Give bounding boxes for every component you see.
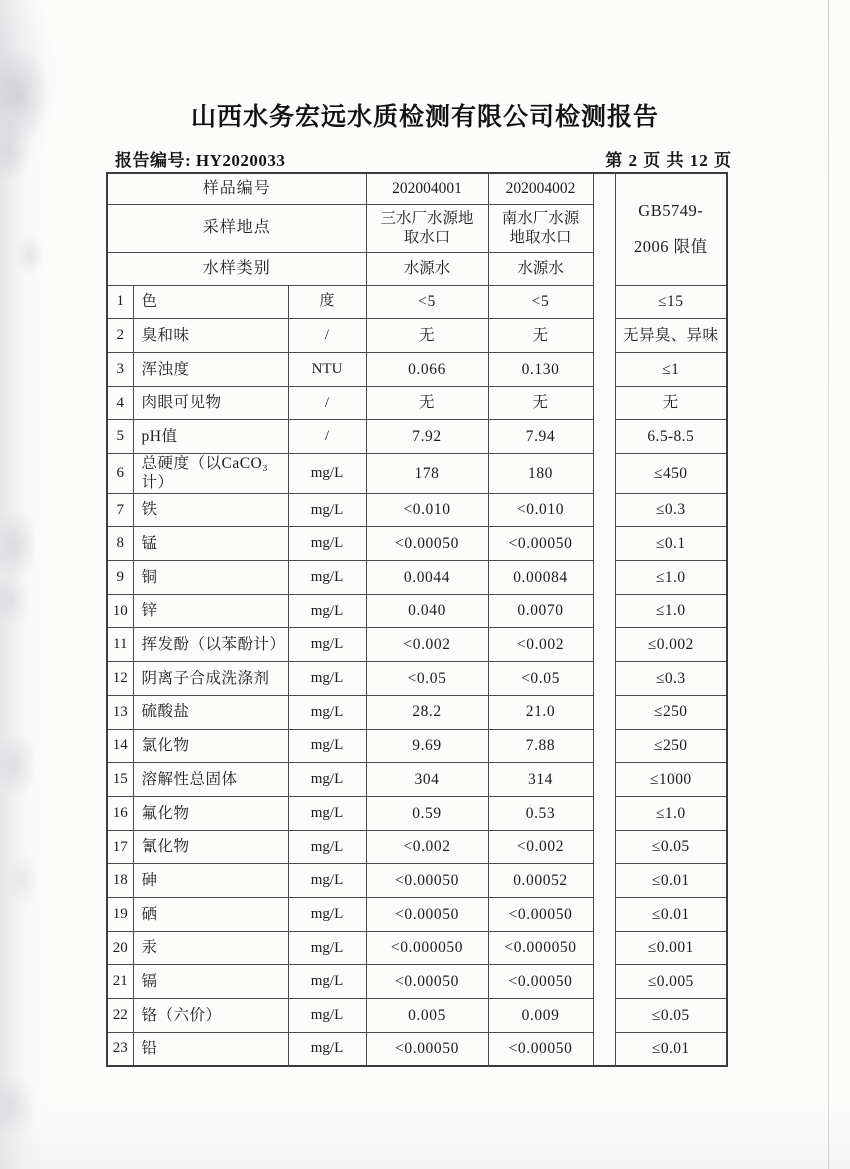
parameter-name-cell: 汞: [133, 931, 288, 965]
table-row: [107, 561, 727, 595]
sample2-value-cell: <0.00050: [488, 527, 593, 561]
table-row: [107, 662, 727, 696]
sample1-value-cell: 0.59: [366, 796, 488, 830]
table-row: [107, 796, 727, 830]
paper-edge-line: [828, 0, 829, 1169]
sample2-value-cell: 无: [488, 319, 593, 353]
limit-value-cell: ≤0.005: [615, 965, 727, 999]
unit-cell: mg/L: [288, 763, 366, 797]
limit-value-cell: ≤1.0: [615, 796, 727, 830]
parameter-name-cell: 砷: [133, 864, 288, 898]
row-index-cell: 5: [107, 420, 133, 454]
table-row: [107, 628, 727, 662]
report-number: [115, 146, 285, 171]
sample1-value-cell: 28.2: [366, 695, 488, 729]
sample2-value-cell: 7.94: [488, 420, 593, 454]
parameter-name-cell: 镉: [133, 965, 288, 999]
water-category-2: 水源水: [488, 252, 593, 285]
row-index-cell: 20: [107, 931, 133, 965]
limit-value-cell: 无异臭、异味: [615, 319, 727, 353]
sample2-value-cell: <0.00050: [488, 897, 593, 931]
table-row: [107, 285, 727, 319]
sample2-value-cell: 0.53: [488, 796, 593, 830]
table-row: [107, 352, 727, 386]
sample1-value-cell: 0.066: [366, 352, 488, 386]
row-index-cell: 18: [107, 864, 133, 898]
sample1-value-cell: 无: [366, 386, 488, 420]
limit-value-cell: ≤0.3: [615, 493, 727, 527]
parameter-name-cell: 肉眼可见物: [133, 386, 288, 420]
limit-value-cell: ≤0.002: [615, 628, 727, 662]
report-number-label: 报告编号:: [115, 151, 192, 170]
parameter-name-cell: 氰化物: [133, 830, 288, 864]
sample1-value-cell: <0.002: [366, 628, 488, 662]
row-index-cell: 21: [107, 965, 133, 999]
table-row: [107, 729, 727, 763]
unit-cell: NTU: [288, 352, 366, 386]
table-row: [107, 594, 727, 628]
sampling-location-label: 采样地点: [107, 204, 366, 252]
sample1-value-cell: <5: [366, 285, 488, 319]
limit-value-cell: ≤250: [615, 729, 727, 763]
sample1-value-cell: <0.00050: [366, 965, 488, 999]
unit-cell: mg/L: [288, 729, 366, 763]
table-row: [107, 420, 727, 454]
parameter-name-cell: 浑浊度: [133, 352, 288, 386]
unit-cell: mg/L: [288, 561, 366, 595]
table-row: [107, 527, 727, 561]
sample1-value-cell: 0.005: [366, 999, 488, 1033]
unit-cell: mg/L: [288, 594, 366, 628]
parameter-name-cell: 色: [133, 285, 288, 319]
parameter-name-cell: pH值: [133, 420, 288, 454]
sample2-value-cell: <0.000050: [488, 931, 593, 965]
unit-cell: mg/L: [288, 695, 366, 729]
meta-row-sample-number: [107, 173, 727, 204]
limit-header-line2: 2006 限值: [633, 237, 708, 257]
sampling-location-1: 三水厂水源地取水口: [366, 204, 488, 252]
sample1-value-cell: <0.000050: [366, 931, 488, 965]
parameter-name-cell: 铬（六价）: [133, 999, 288, 1033]
row-index-cell: 1: [107, 285, 133, 319]
scanner-edge-shading: [0, 0, 46, 1169]
limit-value-cell: ≤450: [615, 453, 727, 493]
limit-value-cell: ≤0.01: [615, 1032, 727, 1066]
sample1-value-cell: 9.69: [366, 729, 488, 763]
unit-cell: mg/L: [288, 864, 366, 898]
sample1-value-cell: <0.00050: [366, 897, 488, 931]
table-row: [107, 453, 727, 493]
sample2-value-cell: <0.002: [488, 830, 593, 864]
limit-value-cell: ≤1.0: [615, 561, 727, 595]
page-title: 山西水务宏远水质检测有限公司检测报告: [190, 103, 659, 131]
sample1-value-cell: 304: [366, 763, 488, 797]
row-index-cell: 19: [107, 897, 133, 931]
sample2-value-cell: <0.05: [488, 662, 593, 696]
parameter-name-cell: 氟化物: [133, 796, 288, 830]
parameter-name-cell: 氯化物: [133, 729, 288, 763]
row-index-cell: 10: [107, 594, 133, 628]
sample2-value-cell: <5: [488, 285, 593, 319]
sample1-value-cell: 0.0044: [366, 561, 488, 595]
unit-cell: mg/L: [288, 796, 366, 830]
limit-value-cell: ≤0.01: [615, 864, 727, 898]
sample2-value-cell: 21.0: [488, 695, 593, 729]
unit-cell: 度: [288, 285, 366, 319]
row-index-cell: 6: [107, 453, 133, 493]
limit-value-cell: ≤0.01: [615, 897, 727, 931]
parameter-name-cell: 锰: [133, 527, 288, 561]
row-index-cell: 9: [107, 561, 133, 595]
row-index-cell: 3: [107, 352, 133, 386]
table-row: [107, 897, 727, 931]
parameter-name-cell: 铁: [133, 493, 288, 527]
results-table-body: [107, 173, 727, 1066]
row-index-cell: 13: [107, 695, 133, 729]
unit-cell: mg/L: [288, 999, 366, 1033]
unit-cell: mg/L: [288, 453, 366, 493]
sample2-value-cell: <0.002: [488, 628, 593, 662]
unit-cell: /: [288, 386, 366, 420]
table-row: [107, 864, 727, 898]
limit-value-cell: ≤0.1: [615, 527, 727, 561]
sampling-location-2: 南水厂水源地取水口: [488, 204, 593, 252]
sample1-value-cell: <0.05: [366, 662, 488, 696]
table-row: [107, 493, 727, 527]
row-index-cell: 14: [107, 729, 133, 763]
table-row: [107, 830, 727, 864]
row-index-cell: 17: [107, 830, 133, 864]
unit-cell: mg/L: [288, 527, 366, 561]
sample1-value-cell: 无: [366, 319, 488, 353]
table-row: [107, 386, 727, 420]
unit-cell: mg/L: [288, 662, 366, 696]
scanner-smudges: [0, 0, 90, 1169]
limit-value-cell: ≤0.05: [615, 999, 727, 1033]
sample2-value-cell: 0.0070: [488, 594, 593, 628]
row-index-cell: 2: [107, 319, 133, 353]
parameter-name-cell: 挥发酚（以苯酚计）: [133, 628, 288, 662]
unit-cell: mg/L: [288, 931, 366, 965]
table-row: [107, 965, 727, 999]
sample1-value-cell: <0.002: [366, 830, 488, 864]
parameter-name-cell: 溶解性总固体: [133, 763, 288, 797]
sample-number-2: 202004002: [488, 173, 593, 204]
parameter-name-cell: 臭和味: [133, 319, 288, 353]
limit-column-header: [615, 173, 727, 285]
sample1-value-cell: <0.010: [366, 493, 488, 527]
limit-value-cell: ≤1000: [615, 763, 727, 797]
limit-value-cell: ≤15: [615, 285, 727, 319]
parameter-name-cell: 铜: [133, 561, 288, 595]
water-category-label: 水样类别: [107, 252, 366, 285]
sample-number-1: 202004001: [366, 173, 488, 204]
unit-cell: mg/L: [288, 493, 366, 527]
limit-value-cell: ≤250: [615, 695, 727, 729]
row-index-cell: 12: [107, 662, 133, 696]
sample1-value-cell: 7.92: [366, 420, 488, 454]
sample2-value-cell: 7.88: [488, 729, 593, 763]
report-meta-row: [106, 146, 732, 170]
sample1-value-cell: <0.00050: [366, 864, 488, 898]
sample2-value-cell: 0.009: [488, 999, 593, 1033]
parameter-name-cell: 总硬度（以CaCO₃计）: [133, 453, 288, 493]
table-row: [107, 763, 727, 797]
scanner-bottom-haze: [0, 1099, 850, 1169]
unit-cell: /: [288, 420, 366, 454]
limit-value-cell: ≤1: [615, 352, 727, 386]
unit-cell: mg/L: [288, 628, 366, 662]
limit-value-cell: ≤0.3: [615, 662, 727, 696]
sample2-value-cell: <0.00050: [488, 1032, 593, 1066]
parameter-name-cell: 铅: [133, 1032, 288, 1066]
table-row: [107, 1032, 727, 1066]
row-index-cell: 7: [107, 493, 133, 527]
unit-cell: mg/L: [288, 897, 366, 931]
table-row: [107, 931, 727, 965]
sample1-value-cell: 178: [366, 453, 488, 493]
limit-value-cell: 无: [615, 386, 727, 420]
row-index-cell: 11: [107, 628, 133, 662]
unit-cell: mg/L: [288, 965, 366, 999]
table-row: [107, 999, 727, 1033]
sample1-value-cell: <0.00050: [366, 527, 488, 561]
limit-value-cell: 6.5-8.5: [615, 420, 727, 454]
limit-header-line1: GB5749-: [638, 201, 704, 221]
parameter-name-cell: 硒: [133, 897, 288, 931]
parameter-name-cell: 阴离子合成洗涤剂: [133, 662, 288, 696]
sample2-value-cell: 0.00052: [488, 864, 593, 898]
unit-cell: /: [288, 319, 366, 353]
table-row: [107, 319, 727, 353]
parameter-name-cell: 锌: [133, 594, 288, 628]
sample2-value-cell: 180: [488, 453, 593, 493]
sample1-value-cell: 0.040: [366, 594, 488, 628]
sample2-value-cell: 无: [488, 386, 593, 420]
sample2-value-cell: <0.00050: [488, 965, 593, 999]
row-index-cell: 15: [107, 763, 133, 797]
results-table: [106, 172, 728, 1067]
row-index-cell: 4: [107, 386, 133, 420]
limit-value-cell: ≤0.05: [615, 830, 727, 864]
row-index-cell: 22: [107, 999, 133, 1033]
unit-cell: mg/L: [288, 830, 366, 864]
row-index-cell: 23: [107, 1032, 133, 1066]
parameter-name-cell: 硫酸盐: [133, 695, 288, 729]
sample2-value-cell: <0.010: [488, 493, 593, 527]
report-number-value: HY2020033: [195, 151, 286, 170]
row-index-cell: 16: [107, 796, 133, 830]
limit-value-cell: ≤0.001: [615, 931, 727, 965]
sample2-value-cell: 314: [488, 763, 593, 797]
sample2-value-cell: 0.00084: [488, 561, 593, 595]
sample2-value-cell: 0.130: [488, 352, 593, 386]
sample-number-label: 样品编号: [107, 173, 366, 204]
sample1-value-cell: <0.00050: [366, 1032, 488, 1066]
table-row: [107, 695, 727, 729]
page-indicator: 第 2 页 共 12 页: [605, 151, 732, 170]
row-index-cell: 8: [107, 527, 133, 561]
spacer-column: [593, 173, 615, 1066]
unit-cell: mg/L: [288, 1032, 366, 1066]
limit-value-cell: ≤1.0: [615, 594, 727, 628]
water-category-1: 水源水: [366, 252, 488, 285]
